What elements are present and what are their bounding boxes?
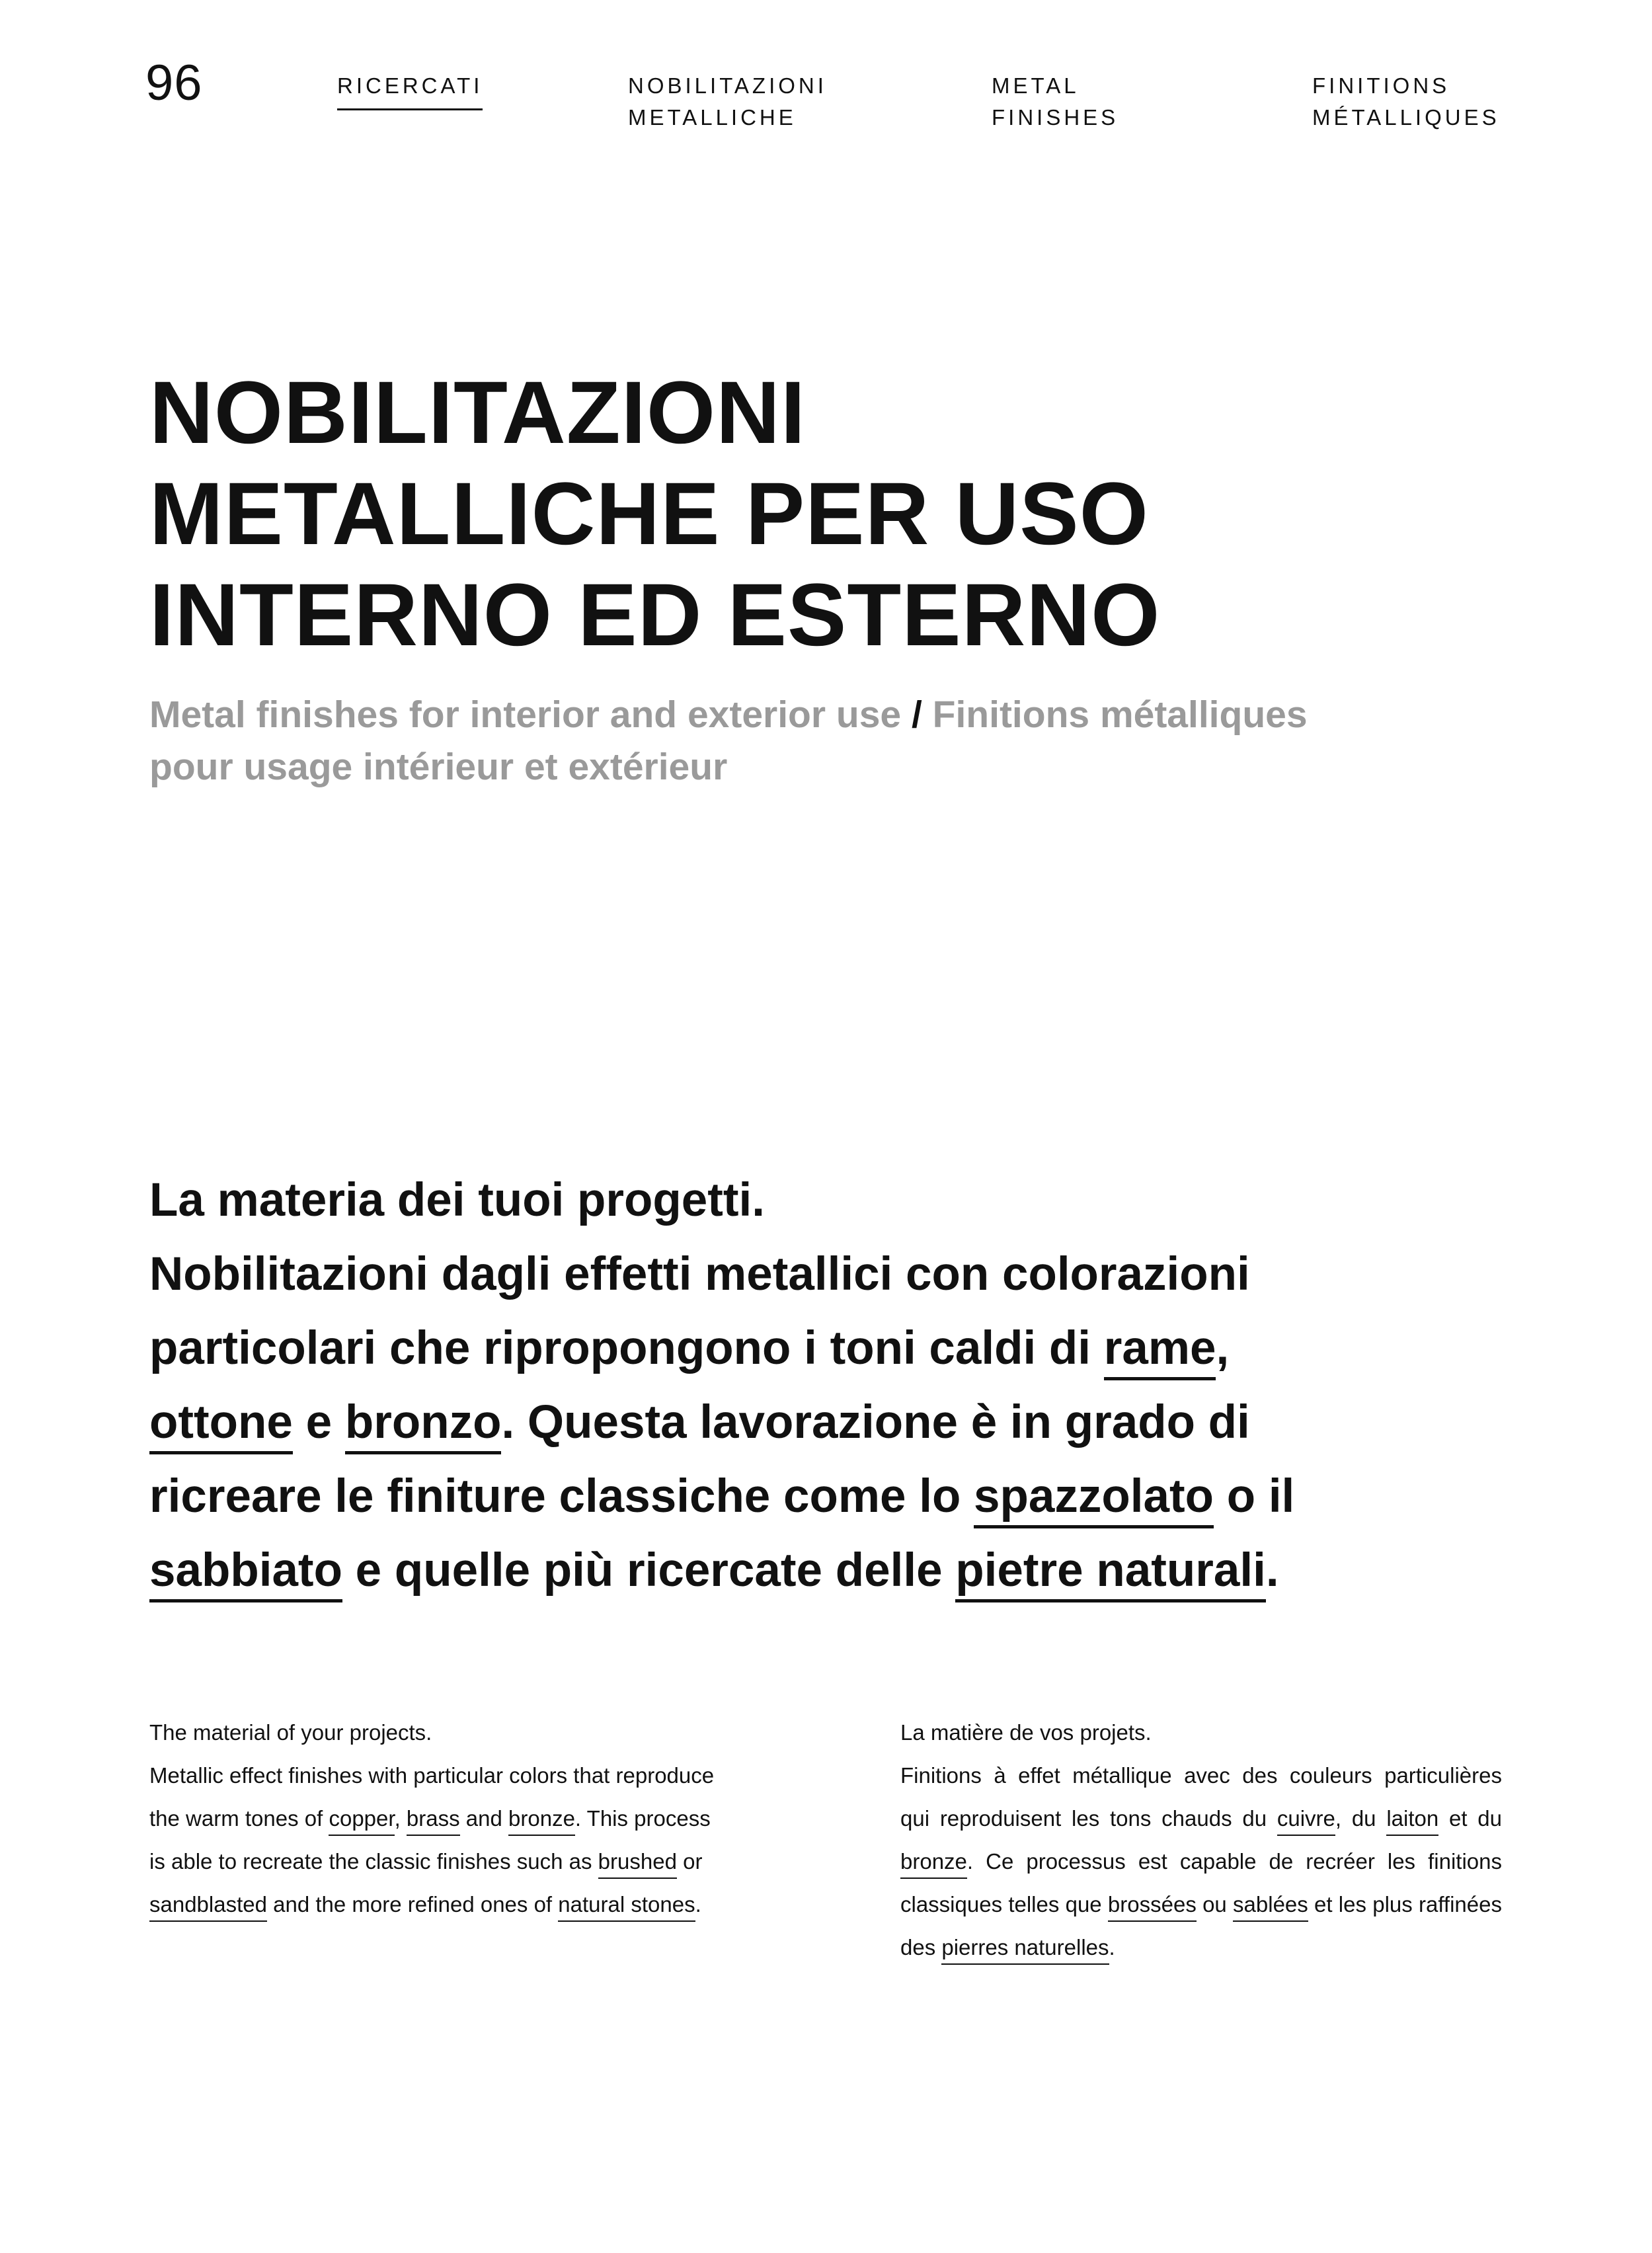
body-text: and [459, 1806, 509, 1831]
lead-text: . [1265, 1544, 1279, 1597]
body-text: et du [1438, 1806, 1502, 1831]
lead-line [149, 1164, 1524, 1238]
keyword-link-pietre-naturali[interactable]: pietre naturali [955, 1544, 1266, 1602]
page-title-line: INTERNO ED ESTERNO [149, 566, 1161, 664]
body-line [900, 1926, 1502, 1969]
body-line [149, 1840, 751, 1883]
body-line [900, 1797, 1502, 1840]
keyword-link-natural-stones[interactable]: natural stones [558, 1892, 695, 1922]
page-number: 96 [145, 55, 203, 111]
nav-item-label-line2: MÉTALLIQUES [1312, 105, 1500, 130]
keyword-link-copper[interactable]: copper [329, 1806, 394, 1836]
nav-item-label: RICERCATI [337, 70, 483, 110]
body-text: . [1109, 1935, 1115, 1959]
keyword-link-bronze[interactable]: bronze [508, 1806, 575, 1836]
body-text: La matière de vos projets. [900, 1720, 1152, 1745]
body-line [900, 1883, 1502, 1926]
body-column-french [900, 1711, 1502, 1969]
page-title-line: METALLICHE PER USO [149, 465, 1149, 563]
subtitle-slash: / [911, 693, 922, 736]
lead-text: particolari che ripropongono i toni caldi di [149, 1322, 1104, 1374]
lead-paragraph-italian [149, 1164, 1524, 1608]
body-text: and the more refined ones of [266, 1892, 559, 1917]
keyword-link-rame[interactable]: rame [1104, 1322, 1216, 1380]
lead-text: Nobilitazioni dagli effetti metallici con colorazioni [149, 1248, 1250, 1300]
body-text: or [676, 1849, 703, 1874]
body-text: the warm tones of [149, 1806, 329, 1831]
body-line [149, 1711, 751, 1754]
keyword-link-pierres-naturelles[interactable]: pierres naturelles [941, 1935, 1109, 1965]
subtitle-french-part2: pour usage intérieur et extérieur [149, 746, 728, 788]
lead-text: ricreare le finiture classiche come lo [149, 1470, 974, 1522]
header-nav [0, 70, 1652, 143]
body-line [149, 1797, 751, 1840]
body-text: . This process [574, 1806, 711, 1831]
lead-line [149, 1312, 1524, 1386]
keyword-link-bronzo[interactable]: bronzo [345, 1396, 502, 1454]
nav-item-nobilitazioni-metalliche[interactable] [628, 70, 827, 134]
keyword-link-cuivre[interactable]: cuivre [1277, 1806, 1335, 1836]
lead-text: e quelle più ricercate delle [342, 1544, 956, 1597]
body-text: , du [1335, 1806, 1387, 1831]
lead-line [149, 1386, 1524, 1460]
lead-text: o il [1214, 1470, 1295, 1522]
body-text: des [900, 1935, 942, 1959]
body-text: . Ce processus est capable de recréer les finitions [966, 1849, 1502, 1874]
keyword-link-brossees[interactable]: brossées [1108, 1892, 1197, 1922]
nav-item-label-line1: NOBILITAZIONI [628, 73, 827, 98]
lead-text: . Questa lavorazione è in grado di [501, 1396, 1250, 1448]
body-text: Metallic effect finishes with particular colors that reproduce [149, 1763, 715, 1788]
lead-line [149, 1460, 1524, 1534]
nav-item-ricercati[interactable] [337, 70, 483, 110]
body-line [900, 1840, 1502, 1883]
body-text: Finitions à effet métallique avec des couleurs particulières [900, 1763, 1502, 1788]
body-text: The material of your projects. [149, 1720, 432, 1745]
keyword-link-sablees[interactable]: sablées [1233, 1892, 1308, 1922]
body-text: , [394, 1806, 407, 1831]
body-line [149, 1883, 751, 1926]
lead-text: , [1216, 1322, 1230, 1374]
keyword-link-laiton[interactable]: laiton [1386, 1806, 1438, 1836]
page-title [149, 362, 1538, 666]
keyword-link-bronze-fr[interactable]: bronze [900, 1849, 967, 1879]
keyword-link-spazzolato[interactable]: spazzolato [974, 1470, 1214, 1528]
body-line [900, 1754, 1502, 1797]
lead-text: La materia dei tuoi progetti. [149, 1174, 766, 1226]
keyword-link-ottone[interactable]: ottone [149, 1396, 293, 1454]
nav-item-label-line2: FINISHES [992, 105, 1119, 130]
body-text: is able to recreate the classic finishes such as [149, 1849, 598, 1874]
keyword-link-brushed[interactable]: brushed [598, 1849, 677, 1879]
nav-item-label-line1: FINITIONS [1312, 73, 1450, 98]
body-line [149, 1754, 751, 1797]
lead-line [149, 1238, 1524, 1312]
subtitle-english: Metal finishes for interior and exterior use [149, 693, 902, 736]
keyword-link-brass[interactable]: brass [407, 1806, 460, 1836]
lead-text: e [292, 1396, 345, 1448]
subtitle-french-part1: Finitions métalliques [932, 693, 1308, 736]
body-text: et les plus raffinées [1308, 1892, 1502, 1917]
page-subtitle [149, 689, 1458, 793]
body-text: ou [1196, 1892, 1234, 1917]
body-text: . [695, 1892, 701, 1917]
lead-line [149, 1534, 1524, 1608]
keyword-link-sandblasted[interactable]: sandblasted [149, 1892, 267, 1922]
nav-item-metal-finishes[interactable] [992, 70, 1119, 134]
keyword-link-sabbiato[interactable]: sabbiato [149, 1544, 342, 1602]
body-column-english [149, 1711, 751, 1926]
nav-item-label-line2: METALLICHE [628, 105, 797, 130]
body-text: qui reproduisent les tons chauds du [900, 1806, 1277, 1831]
nav-item-label-line1: METAL [992, 73, 1080, 98]
page-title-line: NOBILITAZIONI [149, 364, 806, 462]
nav-item-finitions-metalliques[interactable] [1312, 70, 1500, 134]
body-text: classiques telles que [900, 1892, 1108, 1917]
body-line [900, 1711, 1502, 1754]
